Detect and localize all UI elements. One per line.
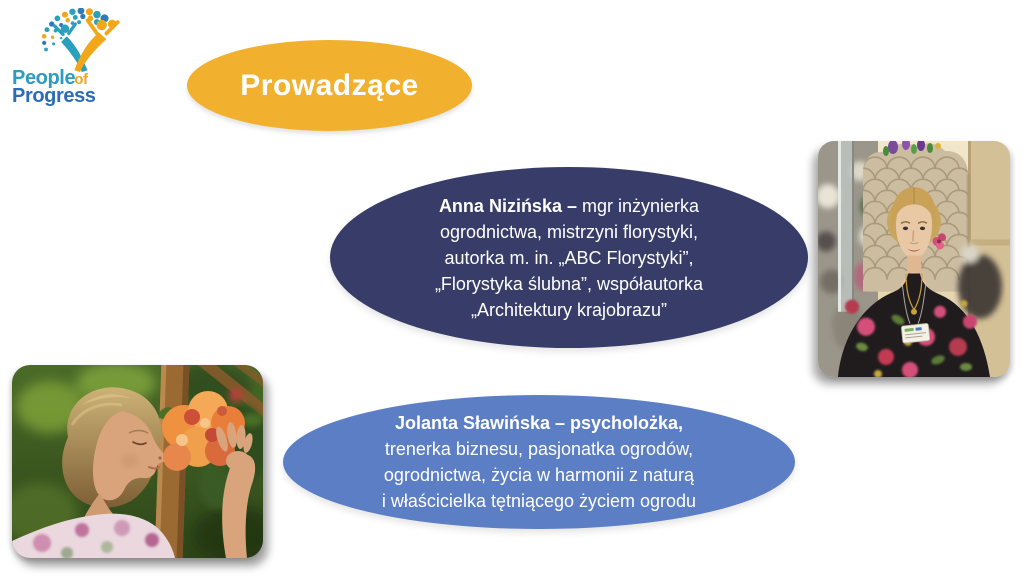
logo-wordmark <box>12 67 142 107</box>
logo-dot-swirl <box>42 8 116 51</box>
anna-line1-rest: mgr inżynierka <box>576 195 700 216</box>
logo-word-of: of <box>74 71 88 88</box>
name-badge <box>901 323 930 343</box>
speaker-anna-bubble <box>330 167 808 348</box>
speaker-jolanta-bubble <box>283 395 795 529</box>
anna-name: Anna Nizińska – <box>438 195 577 216</box>
people-of-progress-logo <box>12 8 142 105</box>
anna-line3: autorka m. in. „ABC Florystyki”, <box>444 247 694 268</box>
photo-jolanta <box>12 365 263 558</box>
speaker-jolanta-text <box>382 410 696 514</box>
photo-jolanta-illustration <box>12 365 263 558</box>
anna-line2: ogrodnictwa, mistrzyni florystyki, <box>439 221 699 242</box>
speaker-anna-text <box>435 193 703 323</box>
jolanta-line3: ogrodnictwa, życia w harmonii z naturą <box>383 465 695 485</box>
logo-word-progress: Progress <box>12 85 96 107</box>
jolanta-name: Jolanta Sławińska – psycholożka, <box>394 413 684 433</box>
title-ellipse <box>187 40 472 131</box>
page-title: Prowadzące <box>240 68 419 102</box>
logo-word-people: People <box>12 67 76 89</box>
photo-anna <box>818 141 1010 377</box>
people-of-progress-icon <box>30 8 130 74</box>
logo-figures <box>55 20 118 72</box>
anna-line4: „Florystyka ślubna”, współautorka <box>434 273 704 294</box>
jolanta-line2: trenerka biznesu, pasjonatka ogrodów, <box>384 439 694 459</box>
photo-anna-illustration <box>818 141 1010 377</box>
anna-line5: „Architektury krajobrazu” <box>470 299 668 320</box>
jolanta-line4: i właścicielka tętniącego życiem ogrodu <box>381 491 697 511</box>
